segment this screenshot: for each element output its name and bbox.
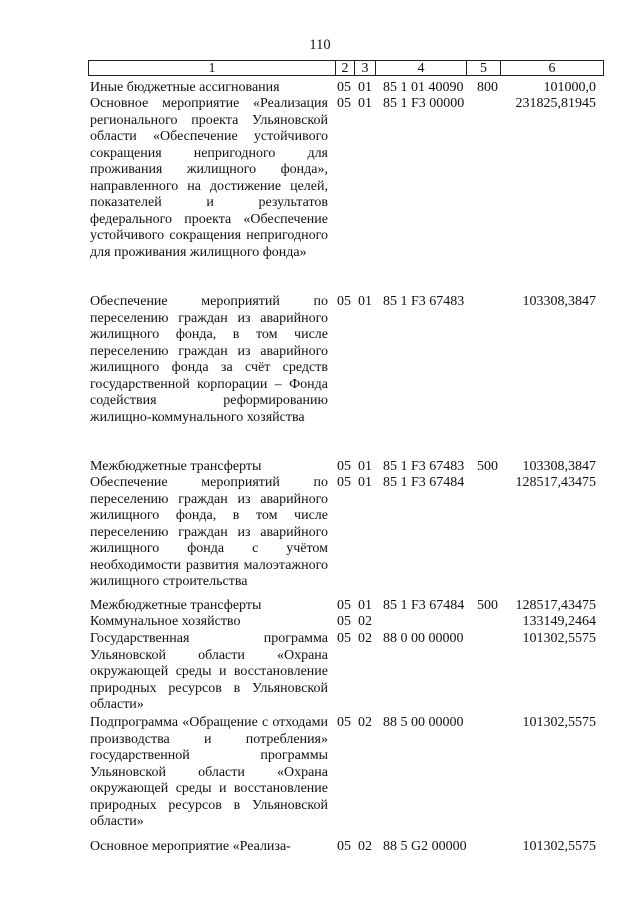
row-expense-type: 500 bbox=[477, 598, 498, 613]
row-target-code: 88 5 G2 00000 bbox=[383, 839, 467, 854]
row-section: 05 bbox=[337, 598, 351, 613]
row-subsection: 01 bbox=[358, 96, 372, 111]
row-subsection: 01 bbox=[358, 598, 372, 613]
row-description: Межбюджетные трансферты bbox=[90, 598, 262, 613]
row-target-code: 85 1 F3 67483 bbox=[383, 294, 465, 309]
row-target-code: 85 1 01 40090 bbox=[383, 80, 464, 95]
row-subsection: 02 bbox=[358, 715, 372, 730]
row-section: 05 bbox=[337, 459, 351, 474]
row-section: 05 bbox=[337, 475, 351, 490]
row-amount: 101302,5575 bbox=[522, 631, 596, 646]
row-subsection: 01 bbox=[358, 459, 372, 474]
row-amount: 128517,43475 bbox=[515, 475, 596, 490]
row-amount: 101302,5575 bbox=[522, 715, 596, 730]
row-amount: 133149,2464 bbox=[522, 614, 596, 629]
table-row bbox=[0, 631, 640, 715]
row-target-code: 85 1 F3 67483 bbox=[383, 459, 465, 474]
table-row bbox=[0, 475, 640, 598]
row-amount: 103308,3847 bbox=[522, 459, 596, 474]
table-row bbox=[0, 459, 640, 475]
row-subsection: 02 bbox=[358, 614, 372, 629]
row-target-code: 88 5 00 00000 bbox=[383, 715, 464, 730]
row-description: Коммунальное хозяйство bbox=[90, 614, 241, 629]
row-description: Иные бюджетные ассигнования bbox=[90, 80, 280, 95]
row-subsection: 01 bbox=[358, 475, 372, 490]
row-subsection: 01 bbox=[358, 80, 372, 95]
header-col-2: 2 bbox=[336, 61, 355, 75]
row-expense-type: 500 bbox=[477, 459, 498, 474]
row-target-code: 85 1 F3 67484 bbox=[383, 475, 465, 490]
header-col-5: 5 bbox=[467, 61, 501, 75]
row-subsection: 02 bbox=[358, 631, 372, 646]
row-section: 05 bbox=[337, 715, 351, 730]
row-section: 05 bbox=[337, 96, 351, 111]
header-col-4: 4 bbox=[376, 61, 467, 75]
row-description: Государственная программа Ульяновской области «Охрана окружающей среды и восстановление природных ресурсов в Ульяновской области» bbox=[90, 631, 328, 712]
header-col-6: 6 bbox=[548, 61, 556, 76]
table-row bbox=[0, 598, 640, 614]
row-amount: 103308,3847 bbox=[522, 294, 596, 309]
row-description: Межбюджетные трансферты bbox=[90, 459, 262, 474]
table-row bbox=[0, 715, 640, 839]
row-section: 05 bbox=[337, 631, 351, 646]
row-expense-type: 800 bbox=[477, 80, 498, 95]
row-target-code: 85 1 F3 67484 bbox=[383, 598, 465, 613]
row-amount: 101302,5575 bbox=[522, 839, 596, 854]
table-row bbox=[0, 294, 640, 459]
header-col-1: 1 bbox=[89, 61, 336, 75]
row-description: Основное мероприятие «Реализация регионального проекта Ульяновской области «Обеспечение устойчивого сокращения непригодного для проживания жилищного фонда», направленного на достижение целей, показателей и результатов федерального проекта «Обеспечение устойчивого сокращения непригодного для проживания жилищного фонда» bbox=[90, 96, 328, 260]
table-row bbox=[0, 614, 640, 631]
row-section: 05 bbox=[337, 839, 351, 854]
row-section: 05 bbox=[337, 614, 351, 629]
row-target-code: 85 1 F3 00000 bbox=[383, 96, 465, 111]
row-target-code: 88 0 00 00000 bbox=[383, 631, 464, 646]
table-row bbox=[0, 80, 640, 96]
table-row bbox=[0, 96, 640, 294]
row-section: 05 bbox=[337, 294, 351, 309]
row-amount: 128517,43475 bbox=[515, 598, 596, 613]
row-description: Основное мероприятие «Реализа- bbox=[90, 839, 291, 854]
page-number: 110 bbox=[309, 37, 331, 53]
row-description: Обеспечение мероприятий по переселению граждан из аварийного жилищного фонда, в том числе переселению граждан из аварийного жилищного фонда с учётом необходимости развития малоэтажного жилищного строительства bbox=[90, 475, 328, 589]
table-body bbox=[0, 80, 640, 856]
row-section: 05 bbox=[337, 80, 351, 95]
row-amount: 231825,81945 bbox=[515, 96, 596, 111]
row-subsection: 01 bbox=[358, 294, 372, 309]
row-subsection: 02 bbox=[358, 839, 372, 854]
table-header bbox=[88, 60, 604, 76]
header-col-3: 3 bbox=[355, 61, 376, 75]
table-row bbox=[0, 839, 640, 856]
row-amount: 101000,0 bbox=[543, 80, 596, 95]
row-description: Подпрограмма «Обращение с отходами производства и потребления» государственной программы Ульяновской области «Охрана окружающей среды и восстановление природных ресурсов в Ульяновской области» bbox=[90, 715, 328, 829]
row-description: Обеспечение мероприятий по переселению граждан из аварийного жилищного фонда, в том числе переселению граждан из аварийного жилищного фонда за счёт средств государственной корпорации – Фонда содействия реформированию жилищно-коммунального хозяйства bbox=[90, 294, 328, 425]
